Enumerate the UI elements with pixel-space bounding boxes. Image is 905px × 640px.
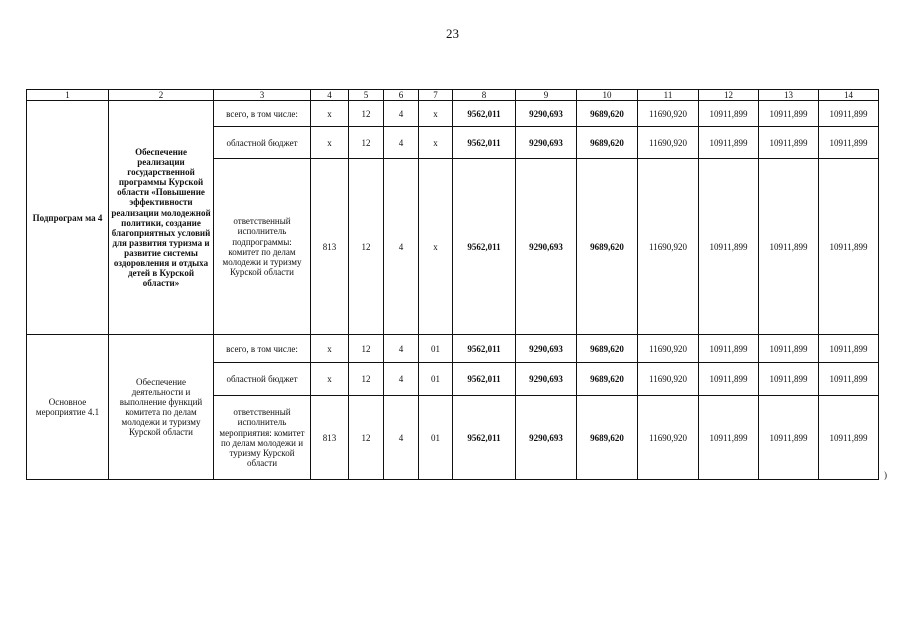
funding-source: ответственный исполнитель подпрограммы: комитет по делам молодежи и туризму Курской области	[214, 159, 311, 335]
table-cell: 12	[349, 363, 384, 396]
table-cell: 10911,899	[759, 335, 819, 363]
table-cell: 10911,899	[819, 335, 879, 363]
table-cell: 9689,620	[577, 335, 638, 363]
table-cell: 9290,693	[516, 396, 577, 480]
table-cell: x	[419, 159, 453, 335]
column-header: 14	[819, 90, 879, 101]
table-cell: 4	[384, 363, 419, 396]
activity-label: Основное мероприятие 4.1	[27, 335, 109, 480]
table-cell: 9689,620	[577, 396, 638, 480]
table-cell: 4	[384, 335, 419, 363]
column-number-row	[27, 90, 879, 101]
table-cell: 10911,899	[759, 101, 819, 127]
table-cell: 10911,899	[759, 159, 819, 335]
table-cell: 10911,899	[819, 101, 879, 127]
column-header: 4	[311, 90, 349, 101]
table-cell: 11690,920	[638, 335, 699, 363]
activity-description: Обеспечение деятельности и выполнение функций комитета по делам молодежи и туризму Курской области	[109, 335, 214, 480]
table-cell: 10911,899	[819, 363, 879, 396]
table-cell: 9290,693	[516, 335, 577, 363]
table-cell: 4	[384, 127, 419, 159]
table-cell: x	[419, 101, 453, 127]
table-cell: 9290,693	[516, 101, 577, 127]
table-cell: 12	[349, 101, 384, 127]
column-header: 8	[453, 90, 516, 101]
table-cell: 10911,899	[699, 101, 759, 127]
table-cell: 9689,620	[577, 363, 638, 396]
subprogram-label: Подпрограм ма 4	[27, 101, 109, 335]
table-cell: 4	[384, 159, 419, 335]
table-cell: 9562,011	[453, 127, 516, 159]
column-header: 1	[27, 90, 109, 101]
column-header: 3	[214, 90, 311, 101]
table-cell: 9562,011	[453, 335, 516, 363]
table-cell: 9562,011	[453, 101, 516, 127]
table-cell: 11690,920	[638, 159, 699, 335]
table-cell: 01	[419, 335, 453, 363]
budget-table	[26, 89, 879, 480]
table-cell: 9562,011	[453, 159, 516, 335]
funding-source: областной бюджет	[214, 127, 311, 159]
table-cell: x	[311, 101, 349, 127]
column-header: 5	[349, 90, 384, 101]
table-cell: 4	[384, 101, 419, 127]
table-cell: x	[311, 363, 349, 396]
table-cell: 12	[349, 127, 384, 159]
table-cell: 10911,899	[759, 127, 819, 159]
table-cell: 10911,899	[759, 396, 819, 480]
column-header: 13	[759, 90, 819, 101]
table-cell: 11690,920	[638, 363, 699, 396]
table-cell: 10911,899	[699, 335, 759, 363]
table-cell: 01	[419, 363, 453, 396]
table-cell: x	[419, 127, 453, 159]
table-cell: 12	[349, 396, 384, 480]
table-row	[27, 101, 879, 127]
table-cell: 9562,011	[453, 363, 516, 396]
table-cell: 11690,920	[638, 396, 699, 480]
table-cell: 12	[349, 159, 384, 335]
subprogram-description: Обеспечение реализации государственной программы Курской области «Повышение эффективности реализации молодежной политики, создание благоприятных условий для развития туризма и развитие системы оздоровления и отдыха детей в Курской области»	[109, 101, 214, 335]
column-header: 11	[638, 90, 699, 101]
table-cell: 10911,899	[699, 159, 759, 335]
table-cell: 9290,693	[516, 127, 577, 159]
funding-source: областной бюджет	[214, 363, 311, 396]
table-cell: 9290,693	[516, 159, 577, 335]
table-cell: 9689,620	[577, 101, 638, 127]
table-cell: 813	[311, 396, 349, 480]
table-cell: x	[311, 127, 349, 159]
table-cell: 12	[349, 335, 384, 363]
column-header: 10	[577, 90, 638, 101]
table-cell: 10911,899	[699, 127, 759, 159]
funding-source: ответственный исполнитель мероприятия: комитет по делам молодежи и туризму Курской области	[214, 396, 311, 480]
table-cell: 10911,899	[819, 127, 879, 159]
table-cell: 10911,899	[699, 396, 759, 480]
table-cell: 10911,899	[759, 363, 819, 396]
table-cell: 9689,620	[577, 127, 638, 159]
table-cell: 9290,693	[516, 363, 577, 396]
funding-source: всего, в том числе:	[214, 101, 311, 127]
column-header: 2	[109, 90, 214, 101]
column-header: 6	[384, 90, 419, 101]
stray-mark: )	[884, 470, 887, 480]
page-number: 23	[446, 26, 459, 41]
table-cell: 10911,899	[819, 159, 879, 335]
table-cell: 813	[311, 159, 349, 335]
column-header: 7	[419, 90, 453, 101]
column-header: 12	[699, 90, 759, 101]
funding-source: всего, в том числе:	[214, 335, 311, 363]
table-row	[27, 335, 879, 363]
table-cell: 11690,920	[638, 101, 699, 127]
table-cell: 4	[384, 396, 419, 480]
table-cell: x	[311, 335, 349, 363]
table-cell: 10911,899	[699, 363, 759, 396]
table-cell: 9689,620	[577, 159, 638, 335]
table-cell: 11690,920	[638, 127, 699, 159]
table-cell: 9562,011	[453, 396, 516, 480]
table-cell: 10911,899	[819, 396, 879, 480]
table-cell: 01	[419, 396, 453, 480]
column-header: 9	[516, 90, 577, 101]
